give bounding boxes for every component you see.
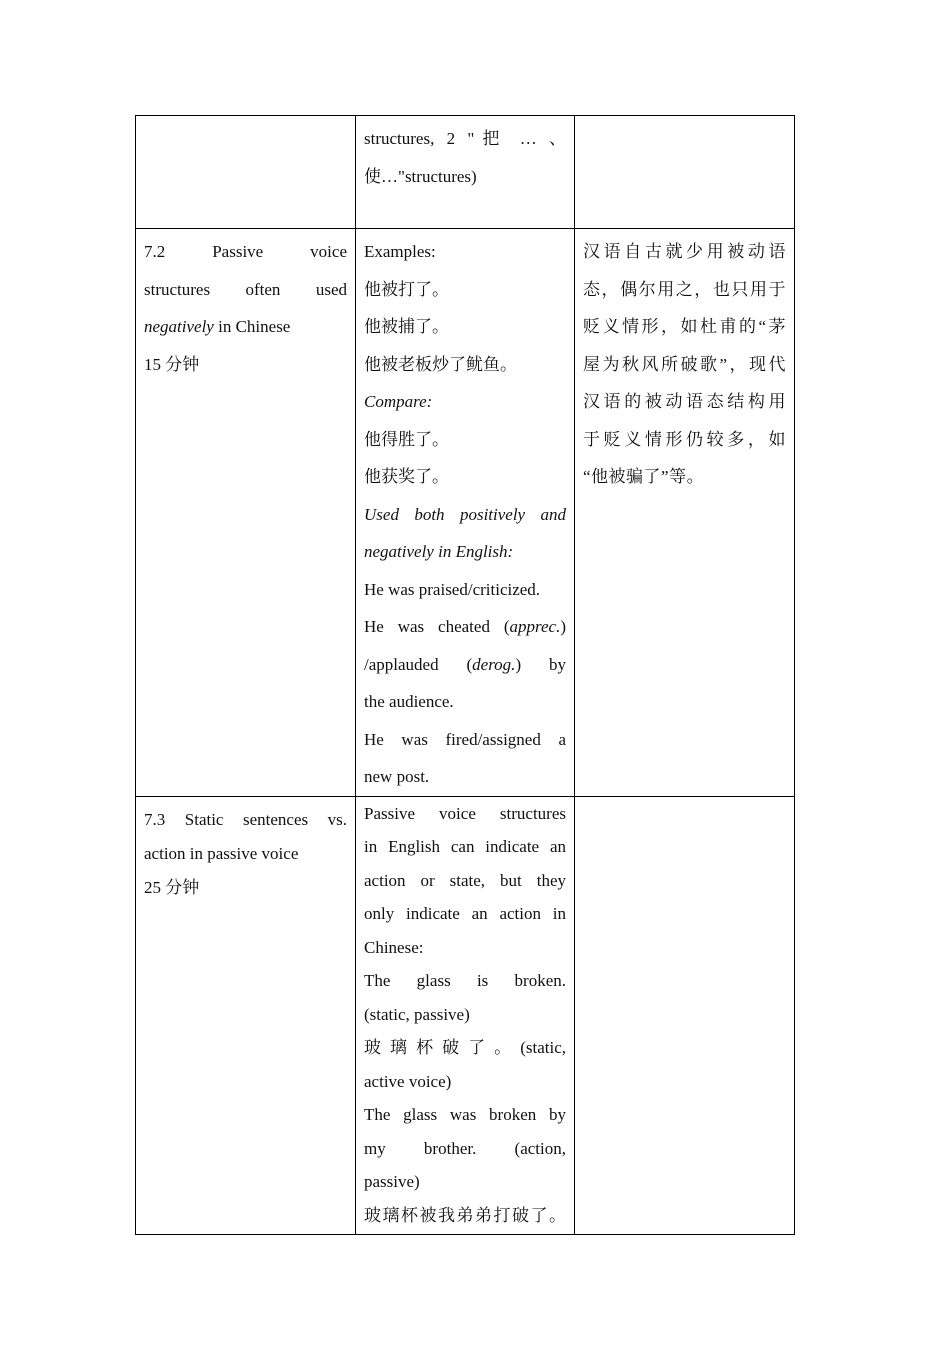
cell-text-line: passive) — [364, 1172, 420, 1191]
cell-text-line: The glass was broken by — [364, 1105, 566, 1124]
lesson-plan-table — [135, 115, 795, 1235]
row2-col2-cell — [356, 229, 575, 797]
cell-text-line: structures often used — [144, 279, 347, 299]
cell-text-line: 玻 璃 杯 破 了 。 (static, — [364, 1038, 566, 1057]
cell-text-line: 7.2 Passive voice — [144, 242, 347, 261]
text-run: He was cheated ( — [364, 617, 510, 636]
cell-text-line: in English can indicate an — [364, 837, 566, 856]
cell-text-line: 汉语自古就少用被动语 — [583, 242, 786, 261]
cell-text-line: 态，偶尔用之，也只用于 — [583, 279, 786, 299]
cell-text-line: 他获奖了。 — [364, 467, 449, 486]
cell-text-line: negatively in English: — [364, 542, 514, 561]
cell-text-line: 他被老板炒了鱿鱼。 — [364, 354, 517, 374]
cell-text-line: The glass is broken. — [364, 971, 566, 990]
cell-text-line: He was fired/assigned a — [364, 729, 566, 749]
cell-text-line: 汉语的被动语态结构用 — [583, 392, 786, 411]
cell-text-line: only indicate an action in — [364, 904, 566, 923]
cell-text-line: action in passive voice — [144, 843, 299, 863]
cell-text-line: 15 分钟 — [144, 354, 200, 374]
cell-text-line: my brother. (action, — [364, 1138, 566, 1158]
row1-col3-cell — [575, 116, 795, 229]
cell-text-line: 屋为秋风所破歌”，现代 — [583, 354, 786, 374]
table-row — [136, 796, 795, 1234]
row3-col3-cell — [575, 796, 795, 1234]
cell-text-line: 贬义情形，如杜甫的“茅 — [583, 317, 786, 336]
cell-text-line: new post. — [364, 767, 430, 786]
cell-text-line: 于贬义情形仍较多，如 — [583, 429, 786, 449]
cell-text-line: Examples: — [364, 242, 436, 261]
text-run: ) by — [515, 654, 566, 674]
cell-text-line: Used both positively and — [364, 504, 566, 524]
cell-text-line: 玻璃杯被我弟弟打破了。 — [364, 1205, 566, 1225]
text-run: ) — [560, 617, 566, 636]
row3-col1-cell — [136, 796, 356, 1234]
text-run: /applauded ( — [364, 654, 473, 674]
cell-text-line: active voice) — [364, 1071, 452, 1091]
cell-text-line: structures, 2 "把 … 、 — [364, 129, 566, 148]
cell-text-line: Passive voice structures — [364, 803, 566, 823]
row3-col2-cell — [356, 796, 575, 1234]
cell-text-line: He was praised/criticized. — [364, 579, 541, 599]
text-run: in Chinese — [213, 317, 291, 336]
cell-text-line: 7.3 Static sentences vs. — [144, 809, 347, 829]
cell-text-line: (static, passive) — [364, 1004, 470, 1024]
text-run: apprec. — [509, 617, 561, 636]
cell-text-line — [364, 608, 566, 646]
row1-col2-cell — [356, 116, 575, 229]
table-row — [136, 229, 795, 797]
row2-col3-cell — [575, 229, 795, 797]
cell-text-line: Compare: — [364, 392, 433, 411]
row1-col1-cell — [136, 116, 356, 229]
cell-text-line — [364, 646, 566, 684]
text-run: negatively — [144, 317, 214, 336]
cell-text-line: “他被骗了”等。 — [583, 467, 705, 486]
cell-text-line: 使…"structures) — [364, 166, 477, 186]
row2-col1-cell — [136, 229, 356, 797]
cell-text-line: 他被捕了。 — [364, 317, 449, 336]
cell-text-line: 他被打了。 — [364, 279, 449, 299]
table-row — [136, 116, 795, 229]
cell-text-line: Chinese: — [364, 937, 424, 957]
cell-text-line: the audience. — [364, 692, 454, 711]
cell-text-line: 25 分钟 — [144, 877, 200, 897]
cell-text-line: action or state, but they — [364, 870, 566, 890]
cell-text-line — [144, 308, 347, 346]
text-run: derog. — [472, 654, 516, 674]
cell-text-line: 他得胜了。 — [364, 429, 449, 449]
